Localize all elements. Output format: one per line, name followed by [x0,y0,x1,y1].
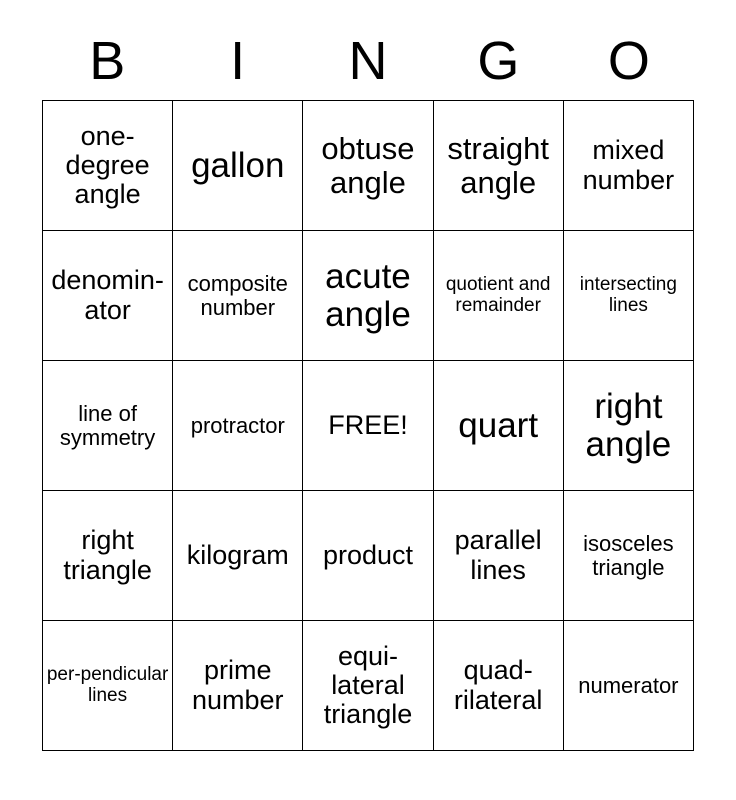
bingo-cell[interactable]: one-degree angle [43,101,173,231]
bingo-header [42,0,694,94]
header-letter-o: O [607,31,650,91]
bingo-cell[interactable]: quart [433,361,563,491]
bingo-row [43,231,694,361]
bingo-cell[interactable]: gallon [173,101,303,231]
bingo-row [43,621,694,751]
bingo-cell[interactable]: product [303,491,433,621]
bingo-cell[interactable]: per-pendicular lines [43,621,173,751]
bingo-cell[interactable]: obtuse angle [303,101,433,231]
header-letter-g: G [477,31,520,91]
bingo-row [43,361,694,491]
bingo-cell[interactable]: acute angle [303,231,433,361]
bingo-cell[interactable]: right triangle [43,491,173,621]
bingo-cell[interactable]: numerator [563,621,693,751]
bingo-row [43,101,694,231]
bingo-cell[interactable]: denomin-ator [43,231,173,361]
bingo-cell[interactable]: isosceles triangle [563,491,693,621]
bingo-cell[interactable]: quad-rilateral [433,621,563,751]
bingo-cell[interactable]: composite number [173,231,303,361]
header-letter-n: N [348,31,388,91]
bingo-grid [42,100,694,751]
bingo-cell[interactable]: intersecting lines [563,231,693,361]
bingo-row [43,491,694,621]
bingo-cell[interactable]: right angle [563,361,693,491]
bingo-cell[interactable]: protractor [173,361,303,491]
bingo-cell[interactable]: mixed number [563,101,693,231]
bingo-cell[interactable]: prime number [173,621,303,751]
bingo-cell-free[interactable]: FREE! [303,361,433,491]
bingo-cell[interactable]: line of symmetry [43,361,173,491]
header-letter-b: B [89,31,126,91]
bingo-cell[interactable]: parallel lines [433,491,563,621]
header-letter-i: I [230,31,246,91]
bingo-cell[interactable]: quotient and remainder [433,231,563,361]
bingo-cell[interactable]: straight angle [433,101,563,231]
bingo-cell[interactable]: kilogram [173,491,303,621]
bingo-cell[interactable]: equi-lateral triangle [303,621,433,751]
